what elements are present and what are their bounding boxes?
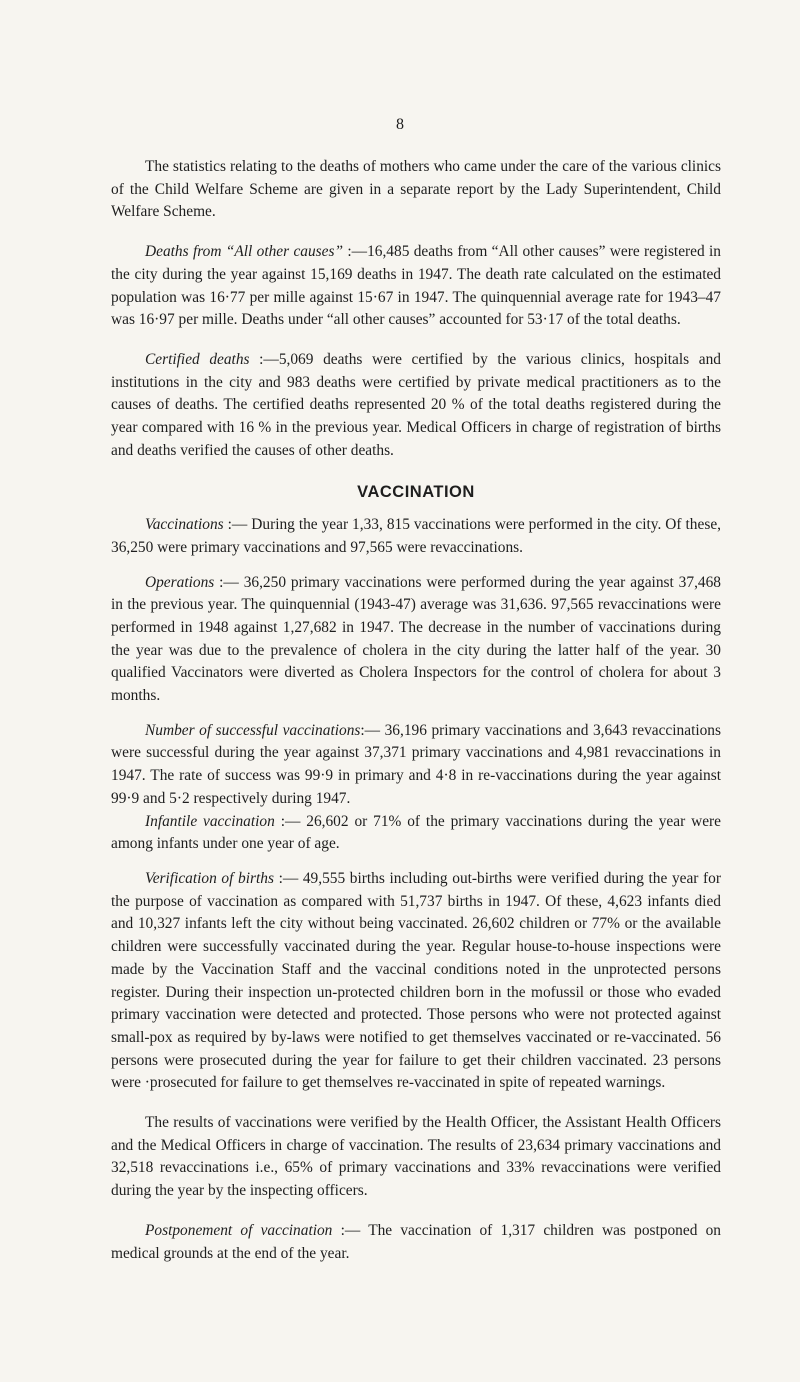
paragraph-lead: Certified deaths <box>145 350 250 368</box>
paragraph-lead: Verification of births <box>145 869 274 887</box>
paragraph-text: :— 49,555 births including out-births were verified during the year for the purpose of vaccination as compared with 51,737 births in 1947. Of these, 4,623 infants died and 10,327 infants left the city without being vaccinated. 26,602 children or 77% or the available children were successfully vaccinated during the year. Regular house-to-house inspections were made by the Vaccination Staff and the vaccinal conditions noted in the unprotected persons register. During their inspection un-protected children born in the mofussil or those who evaded primary vaccination were detected and protected. Those persons who were not protected against small-pox as required by by-laws were notified to get themselves vaccinated or re-vaccinated. 56 persons were prosecuted during the year for failure to get their children vaccinated. 23 persons were ·prosecuted for failure to get themselves re-vaccinated in spite of repeated warnings. <box>111 869 721 1092</box>
document-body <box>111 156 721 1265</box>
paragraph-lead: Deaths from “All other causes” <box>145 243 344 261</box>
paragraph-verification-of-births <box>111 868 721 1095</box>
paragraph-text: :— 36,250 primary vaccinations were performed during the year against 37,468 in the previous year. The quinquennial (1943-47) average was 31,636. 97,565 revaccinations were performed in 1948 against 1,27,682 in 1947. The decrease in the number of vaccinations during the year was due to the prevalence of cholera in the city during the latter half of the year. 30 qualified Vaccinators were diverted as Cholera Inspectors for the control of cholera for about 3 months. <box>111 573 721 705</box>
paragraph-text: :—16,485 deaths from “All other causes” were registered in the city during the year against 15,169 deaths in 1947. The death rate calculated on the estimated population was 16·77 per mille against 15·67 in 1947. The quinquennial average rate for 1943–47 was 16·97 per mille. Deaths under “all other causes” accounted for 53·17 of the total deaths. <box>111 243 721 329</box>
paragraph-lead: Number of successful vaccinations <box>145 721 361 739</box>
paragraph-text: :—5,069 deaths were certified by the various clinics, hospitals and institutions in the city and 983 deaths were certified by private medical practitioners as to the causes of deaths. The certified deaths represented 20 % of the total deaths registered during the year compared with 16 % in the previous year. Medical Officers in charge of registration of births and deaths verified the causes of other deaths. <box>111 350 722 459</box>
paragraph-lead: Infantile vaccination <box>145 812 275 830</box>
paragraph-other-causes <box>111 241 721 332</box>
paragraph-lead: Postponement of vaccination <box>145 1221 333 1239</box>
paragraph-vaccinations <box>111 514 721 559</box>
paragraph-successful-vaccinations <box>111 720 721 811</box>
paragraph-text: :— During the year 1,33, 815 vaccinations were performed in the city. Of these, 36,250 were primary vaccinations and 97,565 were revaccinations. <box>111 516 721 556</box>
paragraph-text: :— 36,196 primary vaccinations and 3,643 revaccinations were successful during the year against 37,371 primary vaccinations and 4,981 revaccinations in 1947. The rate of success was 99·9 in primary and 4·8 in re-vaccinations during the year against 99·9 and 5·2 respectively during 1947. <box>111 721 721 807</box>
paragraph-operations <box>111 572 721 708</box>
paragraph-text: :— 26,602 or 71% of the primary vaccinations during the year were among infants under one year of age. <box>111 812 721 853</box>
paragraph-infantile-vaccination <box>111 811 721 856</box>
paragraph-maternal-deaths <box>111 156 721 224</box>
paragraph-lead: Vaccinations <box>145 516 224 534</box>
paragraph-text: :— The vaccination of 1,317 children was postponed on medical grounds at the end of the year. <box>111 1221 721 1262</box>
section-heading: VACCINATION <box>357 483 475 502</box>
page-number: 8 <box>396 116 404 133</box>
paragraph-postponement <box>111 1220 721 1265</box>
paragraph-text: The results of vaccinations were verified by the Health Officer, the Assistant Health Officers and the Medical Officers in charge of vaccination. The results of 23,634 primary vaccinations and 32,518 revaccinations i.e., 65% of primary vaccinations and 33% revaccinations were verified during the year by the inspecting officers. <box>111 1114 721 1200</box>
paragraph-certified-deaths <box>111 349 721 463</box>
paragraph-verification-results <box>111 1112 721 1203</box>
paragraph-text: The statistics relating to the deaths of mothers who came under the care of the various clinics of the Child Welfare Scheme are given in a separate report by the Lady Superintendent, Child Welfare Scheme. <box>111 158 721 221</box>
paragraph-lead: Operations <box>145 573 215 591</box>
